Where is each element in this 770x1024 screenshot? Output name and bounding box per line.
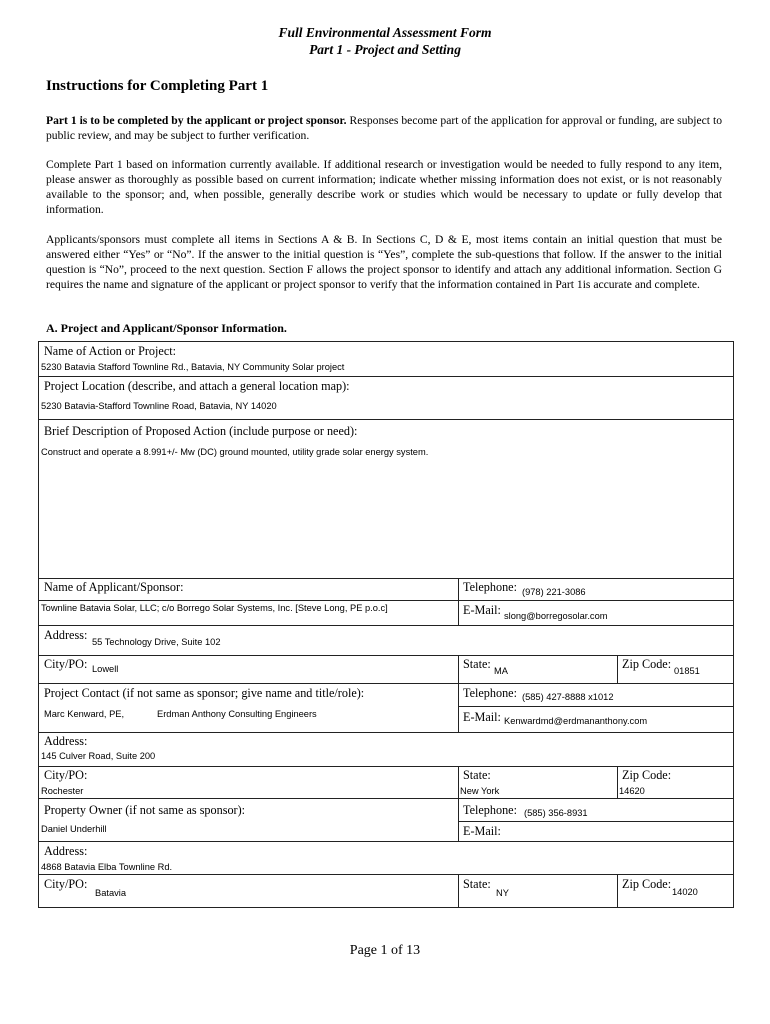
owner-telephone-label: Telephone: bbox=[463, 803, 517, 817]
description-field[interactable]: Construct and operate a 8.991+/- Mw (DC) ground mounted, utility grade solar energy system. bbox=[41, 447, 429, 457]
project-location-field[interactable]: 5230 Batavia-Stafford Townline Road, Batavia, NY 14020 bbox=[41, 401, 277, 411]
name-of-action-label: Name of Action or Project: bbox=[44, 344, 176, 358]
instructions-paragraph-3: Applicants/sponsors must complete all items in Sections A & B. In Sections C, D & E, most items contain an initial question that must be answered either “Yes” or “No”. If the answer to the initial question is “Yes”, complete the sub-questions that follow. If the answer to the initial question is “No”, proceed to the next question. Section F allows the project sponsor to identify and attach any additional information. Section G requires the name and signature of the applicant or project sponsor to verify that the information contained in Part 1is accurate and complete. bbox=[46, 233, 722, 291]
contact-telephone-label: Telephone: bbox=[463, 686, 517, 700]
owner-email-label: E-Mail: bbox=[463, 824, 501, 838]
instructions-p1-bold: Part 1 is to be completed by the applicant or project sponsor. bbox=[46, 114, 347, 127]
contact-city-field[interactable]: Rochester bbox=[41, 786, 84, 796]
instructions-paragraph-2: Complete Part 1 based on information currently available. If additional research or investigation would be needed to fully respond to any item, please answer as thoroughly as possible based on current information; indicate whether missing information does not exist, or is not reasonably available to the sponsor; and, when possible, generally describe work or studies which would be necessary to update or fully develop that information. bbox=[46, 158, 722, 216]
owner-city-label: City/PO: bbox=[44, 877, 88, 891]
applicant-zip-label: Zip Code: bbox=[622, 657, 672, 671]
instructions-heading: Instructions for Completing Part 1 bbox=[46, 78, 269, 94]
owner-zip-label: Zip Code: bbox=[622, 877, 672, 891]
owner-state-label: State: bbox=[463, 877, 491, 891]
contact-state-field[interactable]: New York bbox=[460, 786, 500, 796]
applicant-telephone-field[interactable]: (978) 221-3086 bbox=[522, 587, 586, 597]
instructions-paragraph-1 bbox=[46, 113, 722, 143]
owner-address-label: Address: bbox=[44, 844, 88, 858]
applicant-city-label: City/PO: bbox=[44, 657, 88, 671]
contact-zip-label: Zip Code: bbox=[622, 768, 672, 782]
applicant-email-label: E-Mail: bbox=[463, 603, 501, 617]
owner-telephone-field[interactable]: (585) 356-8931 bbox=[524, 808, 588, 818]
contact-name-field[interactable]: Marc Kenward, PE, bbox=[44, 709, 125, 719]
applicant-name-field[interactable]: Townline Batavia Solar, LLC; c/o Borrego Solar Systems, Inc. [Steve Long, PE p.o.c] bbox=[41, 603, 388, 613]
applicant-email-field[interactable]: slong@borregosolar.com bbox=[504, 611, 608, 621]
owner-zip-field[interactable]: 14020 bbox=[672, 887, 698, 897]
applicant-state-field[interactable]: MA bbox=[494, 666, 508, 676]
instructions-p1-text: Responses become part of the application for approval or funding, are subject to public review, and may be subject to further verification. bbox=[46, 114, 722, 142]
applicant-zip-field[interactable]: 01851 bbox=[674, 666, 700, 676]
contact-state-label: State: bbox=[463, 768, 491, 782]
applicant-address-field[interactable]: 55 Technology Drive, Suite 102 bbox=[92, 637, 221, 647]
owner-city-field[interactable]: Batavia bbox=[95, 888, 127, 898]
contact-email-field[interactable]: Kenwardmd@erdmananthony.com bbox=[504, 716, 648, 726]
applicant-telephone-label: Telephone: bbox=[463, 580, 517, 594]
form-subtitle: Part 1 - Project and Setting bbox=[309, 42, 461, 57]
form-title: Full Environmental Assessment Form bbox=[278, 25, 492, 40]
applicant-address-label: Address: bbox=[44, 628, 88, 642]
page-number: Page 1 of 13 bbox=[349, 943, 421, 958]
applicant-city-field[interactable]: Lowell bbox=[92, 664, 119, 674]
applicant-name-label: Name of Applicant/Sponsor: bbox=[44, 580, 184, 594]
name-of-action-field[interactable]: 5230 Batavia Stafford Townline Rd., Batavia, NY Community Solar project bbox=[41, 362, 345, 372]
contact-address-field[interactable]: 145 Culver Road, Suite 200 bbox=[41, 751, 156, 761]
contact-email-label: E-Mail: bbox=[463, 710, 501, 724]
project-location-label: Project Location (describe, and attach a general location map): bbox=[44, 379, 350, 393]
contact-company-field[interactable]: Erdman Anthony Consulting Engineers bbox=[157, 709, 317, 719]
contact-city-label: City/PO: bbox=[44, 768, 88, 782]
owner-state-field[interactable]: NY bbox=[496, 888, 509, 898]
applicant-state-label: State: bbox=[463, 657, 491, 671]
description-label: Brief Description of Proposed Action (include purpose or need): bbox=[44, 424, 358, 438]
contact-label: Project Contact (if not same as sponsor; give name and title/role): bbox=[44, 686, 365, 700]
owner-name-field[interactable]: Daniel Underhill bbox=[41, 824, 107, 834]
contact-zip-field[interactable]: 14620 bbox=[619, 786, 645, 796]
owner-address-field[interactable]: 4868 Batavia Elba Townline Rd. bbox=[41, 862, 173, 872]
contact-telephone-field[interactable]: (585) 427-8888 x1012 bbox=[522, 692, 614, 702]
owner-label: Property Owner (if not same as sponsor): bbox=[44, 803, 246, 817]
contact-address-label: Address: bbox=[44, 734, 88, 748]
section-a-heading: A. Project and Applicant/Sponsor Information. bbox=[46, 321, 287, 335]
